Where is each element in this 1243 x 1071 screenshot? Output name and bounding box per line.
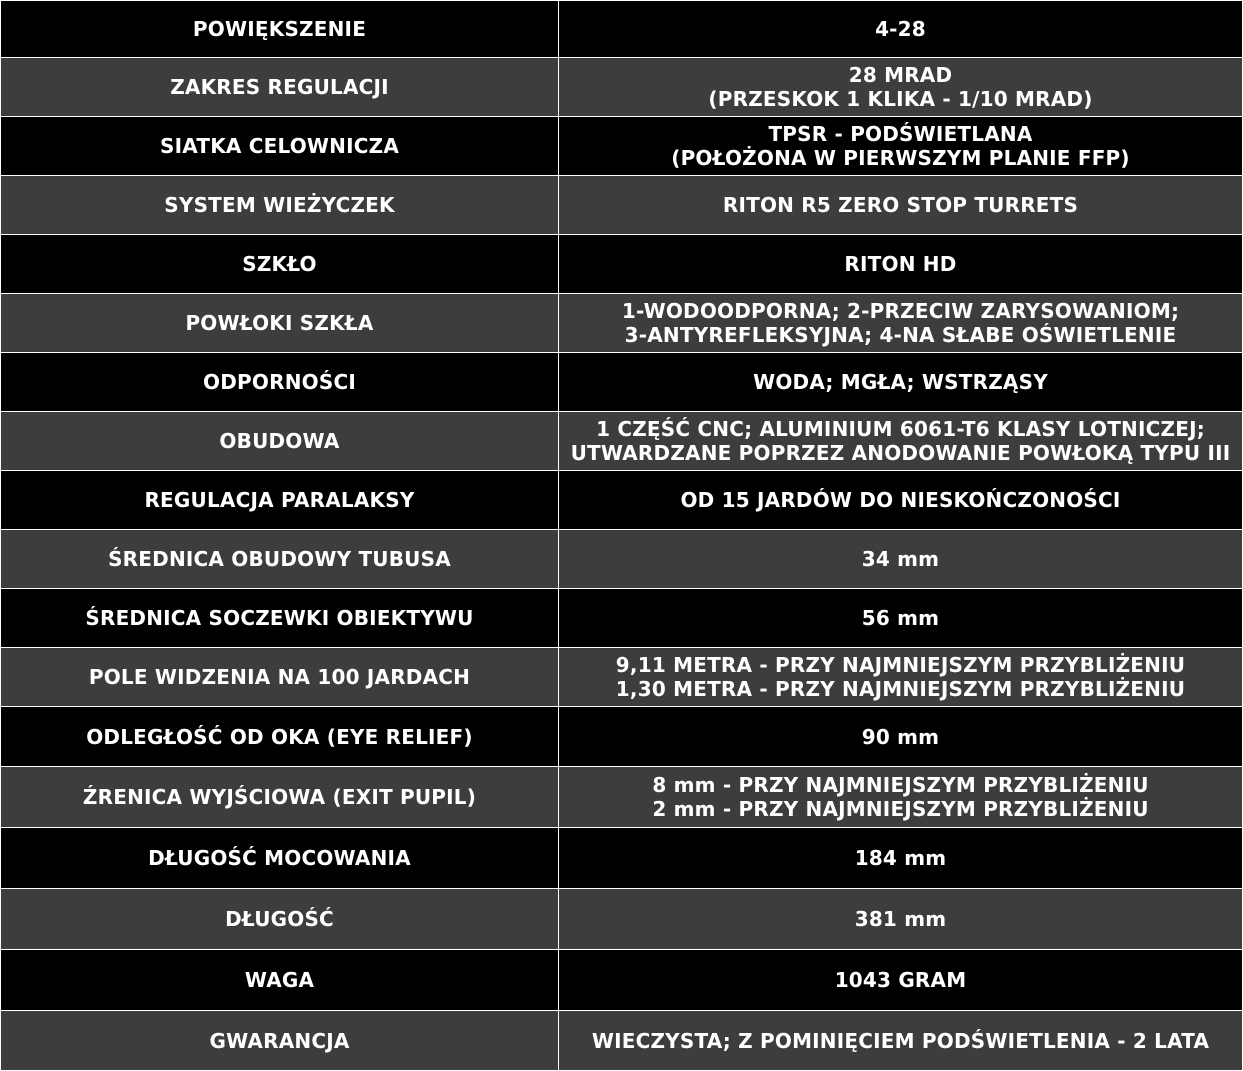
spec-value: 4-28: [559, 1, 1243, 58]
spec-value: 1-WODOODPORNA; 2-PRZECIW ZARYSOWANIOM; 3-ANTYREFLEKSYJNA; 4-NA SŁABE OŚWIETLENIE: [559, 294, 1243, 353]
spec-label: GWARANCJA: [1, 1011, 559, 1071]
spec-value: 1 CZĘŚĆ CNC; ALUMINIUM 6061-T6 KLASY LOTNICZEJ; UTWARDZANE POPRZEZ ANODOWANIE POWŁOKĄ TYPU III: [559, 412, 1243, 471]
spec-label: OBUDOWA: [1, 412, 559, 471]
spec-label: ZAKRES REGULACJI: [1, 58, 559, 117]
spec-row-objective-diameter: [1, 589, 1243, 648]
spec-row-weight: [1, 950, 1243, 1011]
spec-value: 9,11 METRA - PRZY NAJMNIEJSZYM PRZYBLIŻENIU 1,30 METRA - PRZY NAJMNIEJSZYM PRZYBLIŻENIU: [559, 648, 1243, 707]
spec-label: REGULACJA PARALAKSY: [1, 471, 559, 530]
spec-value: 56 mm: [559, 589, 1243, 648]
spec-row-adjustment-range: [1, 58, 1243, 117]
spec-value: 184 mm: [559, 828, 1243, 889]
spec-row-turret-system: [1, 176, 1243, 235]
spec-row-warranty: [1, 1011, 1243, 1071]
spec-row-magnification: [1, 1, 1243, 58]
spec-label: WAGA: [1, 950, 559, 1011]
spec-row-exit-pupil: [1, 767, 1243, 828]
spec-label: POWIĘKSZENIE: [1, 1, 559, 58]
spec-label: POWŁOKI SZKŁA: [1, 294, 559, 353]
spec-value: 1043 GRAM: [559, 950, 1243, 1011]
spec-value: OD 15 JARDÓW DO NIESKOŃCZONOŚCI: [559, 471, 1243, 530]
spec-row-glass: [1, 235, 1243, 294]
spec-row-mount-length: [1, 828, 1243, 889]
spec-value: 34 mm: [559, 530, 1243, 589]
spec-value: 381 mm: [559, 889, 1243, 950]
spec-row-housing: [1, 412, 1243, 471]
spec-value: WIECZYSTA; Z POMINIĘCIEM PODŚWIETLENIA - 2 LATA: [559, 1011, 1243, 1071]
spec-value: TPSR - PODŚWIETLANA (POŁOŻONA W PIERWSZYM PLANIE FFP): [559, 117, 1243, 176]
spec-row-field-of-view: [1, 648, 1243, 707]
spec-label: DŁUGOŚĆ MOCOWANIA: [1, 828, 559, 889]
spec-value: 90 mm: [559, 707, 1243, 767]
spec-label: SYSTEM WIEŻYCZEK: [1, 176, 559, 235]
spec-row-resistance: [1, 353, 1243, 412]
spec-row-reticle: [1, 117, 1243, 176]
spec-label: ODPORNOŚCI: [1, 353, 559, 412]
spec-value: 28 MRAD (PRZESKOK 1 KLIKA - 1/10 MRAD): [559, 58, 1243, 117]
spec-label: ŹRENICA WYJŚCIOWA (EXIT PUPIL): [1, 767, 559, 828]
spec-row-tube-diameter: [1, 530, 1243, 589]
spec-row-eye-relief: [1, 707, 1243, 767]
spec-value: RITON R5 ZERO STOP TURRETS: [559, 176, 1243, 235]
spec-label: SIATKA CELOWNICZA: [1, 117, 559, 176]
spec-label: ŚREDNICA SOCZEWKI OBIEKTYWU: [1, 589, 559, 648]
spec-label: ODLEGŁOŚĆ OD OKA (EYE RELIEF): [1, 707, 559, 767]
spec-value: 8 mm - PRZY NAJMNIEJSZYM PRZYBLIŻENIU 2 mm - PRZY NAJMNIEJSZYM PRZYBLIŻENIU: [559, 767, 1243, 828]
spec-row-length: [1, 889, 1243, 950]
spec-label: DŁUGOŚĆ: [1, 889, 559, 950]
spec-row-parallax: [1, 471, 1243, 530]
spec-value: WODA; MGŁA; WSTRZĄSY: [559, 353, 1243, 412]
spec-label: SZKŁO: [1, 235, 559, 294]
spec-row-glass-coatings: [1, 294, 1243, 353]
spec-value: RITON HD: [559, 235, 1243, 294]
spec-label: ŚREDNICA OBUDOWY TUBUSA: [1, 530, 559, 589]
spec-label: POLE WIDZENIA NA 100 JARDACH: [1, 648, 559, 707]
